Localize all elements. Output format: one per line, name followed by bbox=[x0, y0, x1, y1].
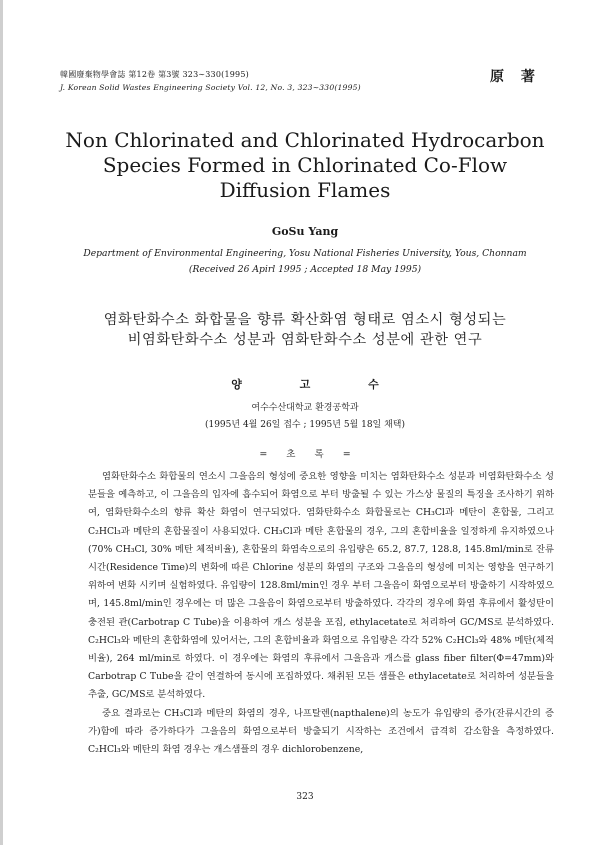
page-edge-shadow bbox=[0, 0, 3, 845]
page-number: 323 bbox=[296, 792, 314, 802]
english-affiliation-block bbox=[60, 246, 550, 278]
journal-line-english: J. Korean Solid Wastes Engineering Society Vol. 12, No. 3, 323∼330(1995) bbox=[60, 83, 361, 92]
journal-line-korean: 韓國廢棄物學會誌 第12卷 第3號 323∼330(1995) bbox=[60, 70, 249, 79]
korean-author: 양 고 수 bbox=[231, 378, 379, 391]
abstract-paragraph-1: 염화탄화수소 화합물의 연소시 그을음의 형성에 중요한 영향을 미치는 염화탄화수소 성분과 비염화탄화수소 성분들을 예측하고, 이 그을음의 입자에 흡수되어 화염으로 부터 방출될 수 있는 가스상 물질의 특징을 조사하기 위하여, 염화탄화수소의 향류 확산 화염이 연구되었다. 염화탄화수소 화합물로는 CH₃Cl과 메탄이 혼합물, 그리고 C₂HCl₃과 메탄의 혼합물질이 사용되었다. CH₃Cl과 메탄 혼합물의 경우, 그의 혼합비율을 일정하게 유지하였으나(70% CH₃Cl, 30% 메탄 체적비율), 혼합물의 화염속으로의 유입량은 65.2, 87.7, 128.8, 145.8ml/min로 잔류시간(Residence Time)의 변화에 따른 Chlorine 성분의 화염의 구조와 그을음의 형성에 미치는 영향을 연구하기 위하여 변화 시키며 실험하였다. 유입량이 128.8ml/min인 경우 부터 그을음이 화염으로부터 방출하기 시작하였으며, 145.8ml/min인 경우에는 더 많은 그을음이 화염으로부터 방출하였다. 각각의 경우에 화염 후류에서 활성탄이 충전된 관(Carbotrap C Tube)을 이용하여 개스 성분을 포집, ethylacetate로 처리하여 GC/MS로 분석하였다. C₂HCl₃와 메탄의 혼합화염에 있어서는, 그의 혼합비율과 화염으로 유입량은 각각 52% C₂HCl₃와 48% 메탄(체적비율), 264 ml/min로 하였다. 이 경우에는 화염의 후류에서 그을음과 개스를 glass fiber filter(Φ=47mm)와 Carbotrap C Tube을 같이 연결하여 동시에 포집하였다. 채취된 모든 샘플은 ethylacetate로 처리하여 성분들을 추출, GC/MS로 분석하였다. bbox=[88, 471, 554, 701]
english-title-line-1: Non Chlorinated and Chlorinated Hydrocarbon bbox=[65, 128, 545, 152]
article-type-label: 原 著 bbox=[490, 69, 541, 85]
english-title bbox=[60, 128, 550, 203]
korean-title-line-1: 염화탄화수소 화합물을 향류 확산화염 형태로 염소시 형성되는 bbox=[103, 312, 507, 328]
english-title-line-3: Diffusion Flames bbox=[219, 178, 391, 202]
korean-title bbox=[60, 310, 550, 350]
english-author: GoSu Yang bbox=[271, 225, 339, 238]
english-received-dates: (Received 26 Apirl 1995 ; Accepted 18 May 1995) bbox=[188, 264, 422, 275]
abstract-body bbox=[88, 468, 554, 759]
english-affiliation: Department of Environmental Engineering, Yosu National Fisheries University, Yous, Chonnam bbox=[83, 248, 527, 259]
abstract-paragraph-2: 중요 결과로는 CH₃Cl과 메탄의 화염의 경우, 나프탈렌(napthalene)의 농도가 유입량의 증가(잔류시간의 증가)함에 따라 증가하다가 그을음의 화염으로부터 방출되기 시작하는 조건에서 급격히 감소함을 측정하였다. C₂HCl₃와 메탄의 화염 경우는 개스샘플의 경우 dichlorobenzene, bbox=[88, 707, 554, 756]
korean-title-line-2: 비염화탄화수소 성분과 염화탄화수소 성분에 관한 연구 bbox=[127, 332, 483, 348]
korean-affiliation: 여수수산대학교 환경공학과 bbox=[251, 403, 359, 413]
korean-affiliation-block bbox=[60, 400, 550, 434]
journal-header bbox=[60, 68, 361, 94]
abstract-heading: = 초 록 = bbox=[259, 449, 351, 460]
korean-received-dates: (1995년 4월 26일 접수 ; 1995년 5월 18일 채택) bbox=[204, 420, 406, 430]
english-title-line-2: Species Formed in Chlorinated Co-Flow bbox=[102, 153, 508, 177]
